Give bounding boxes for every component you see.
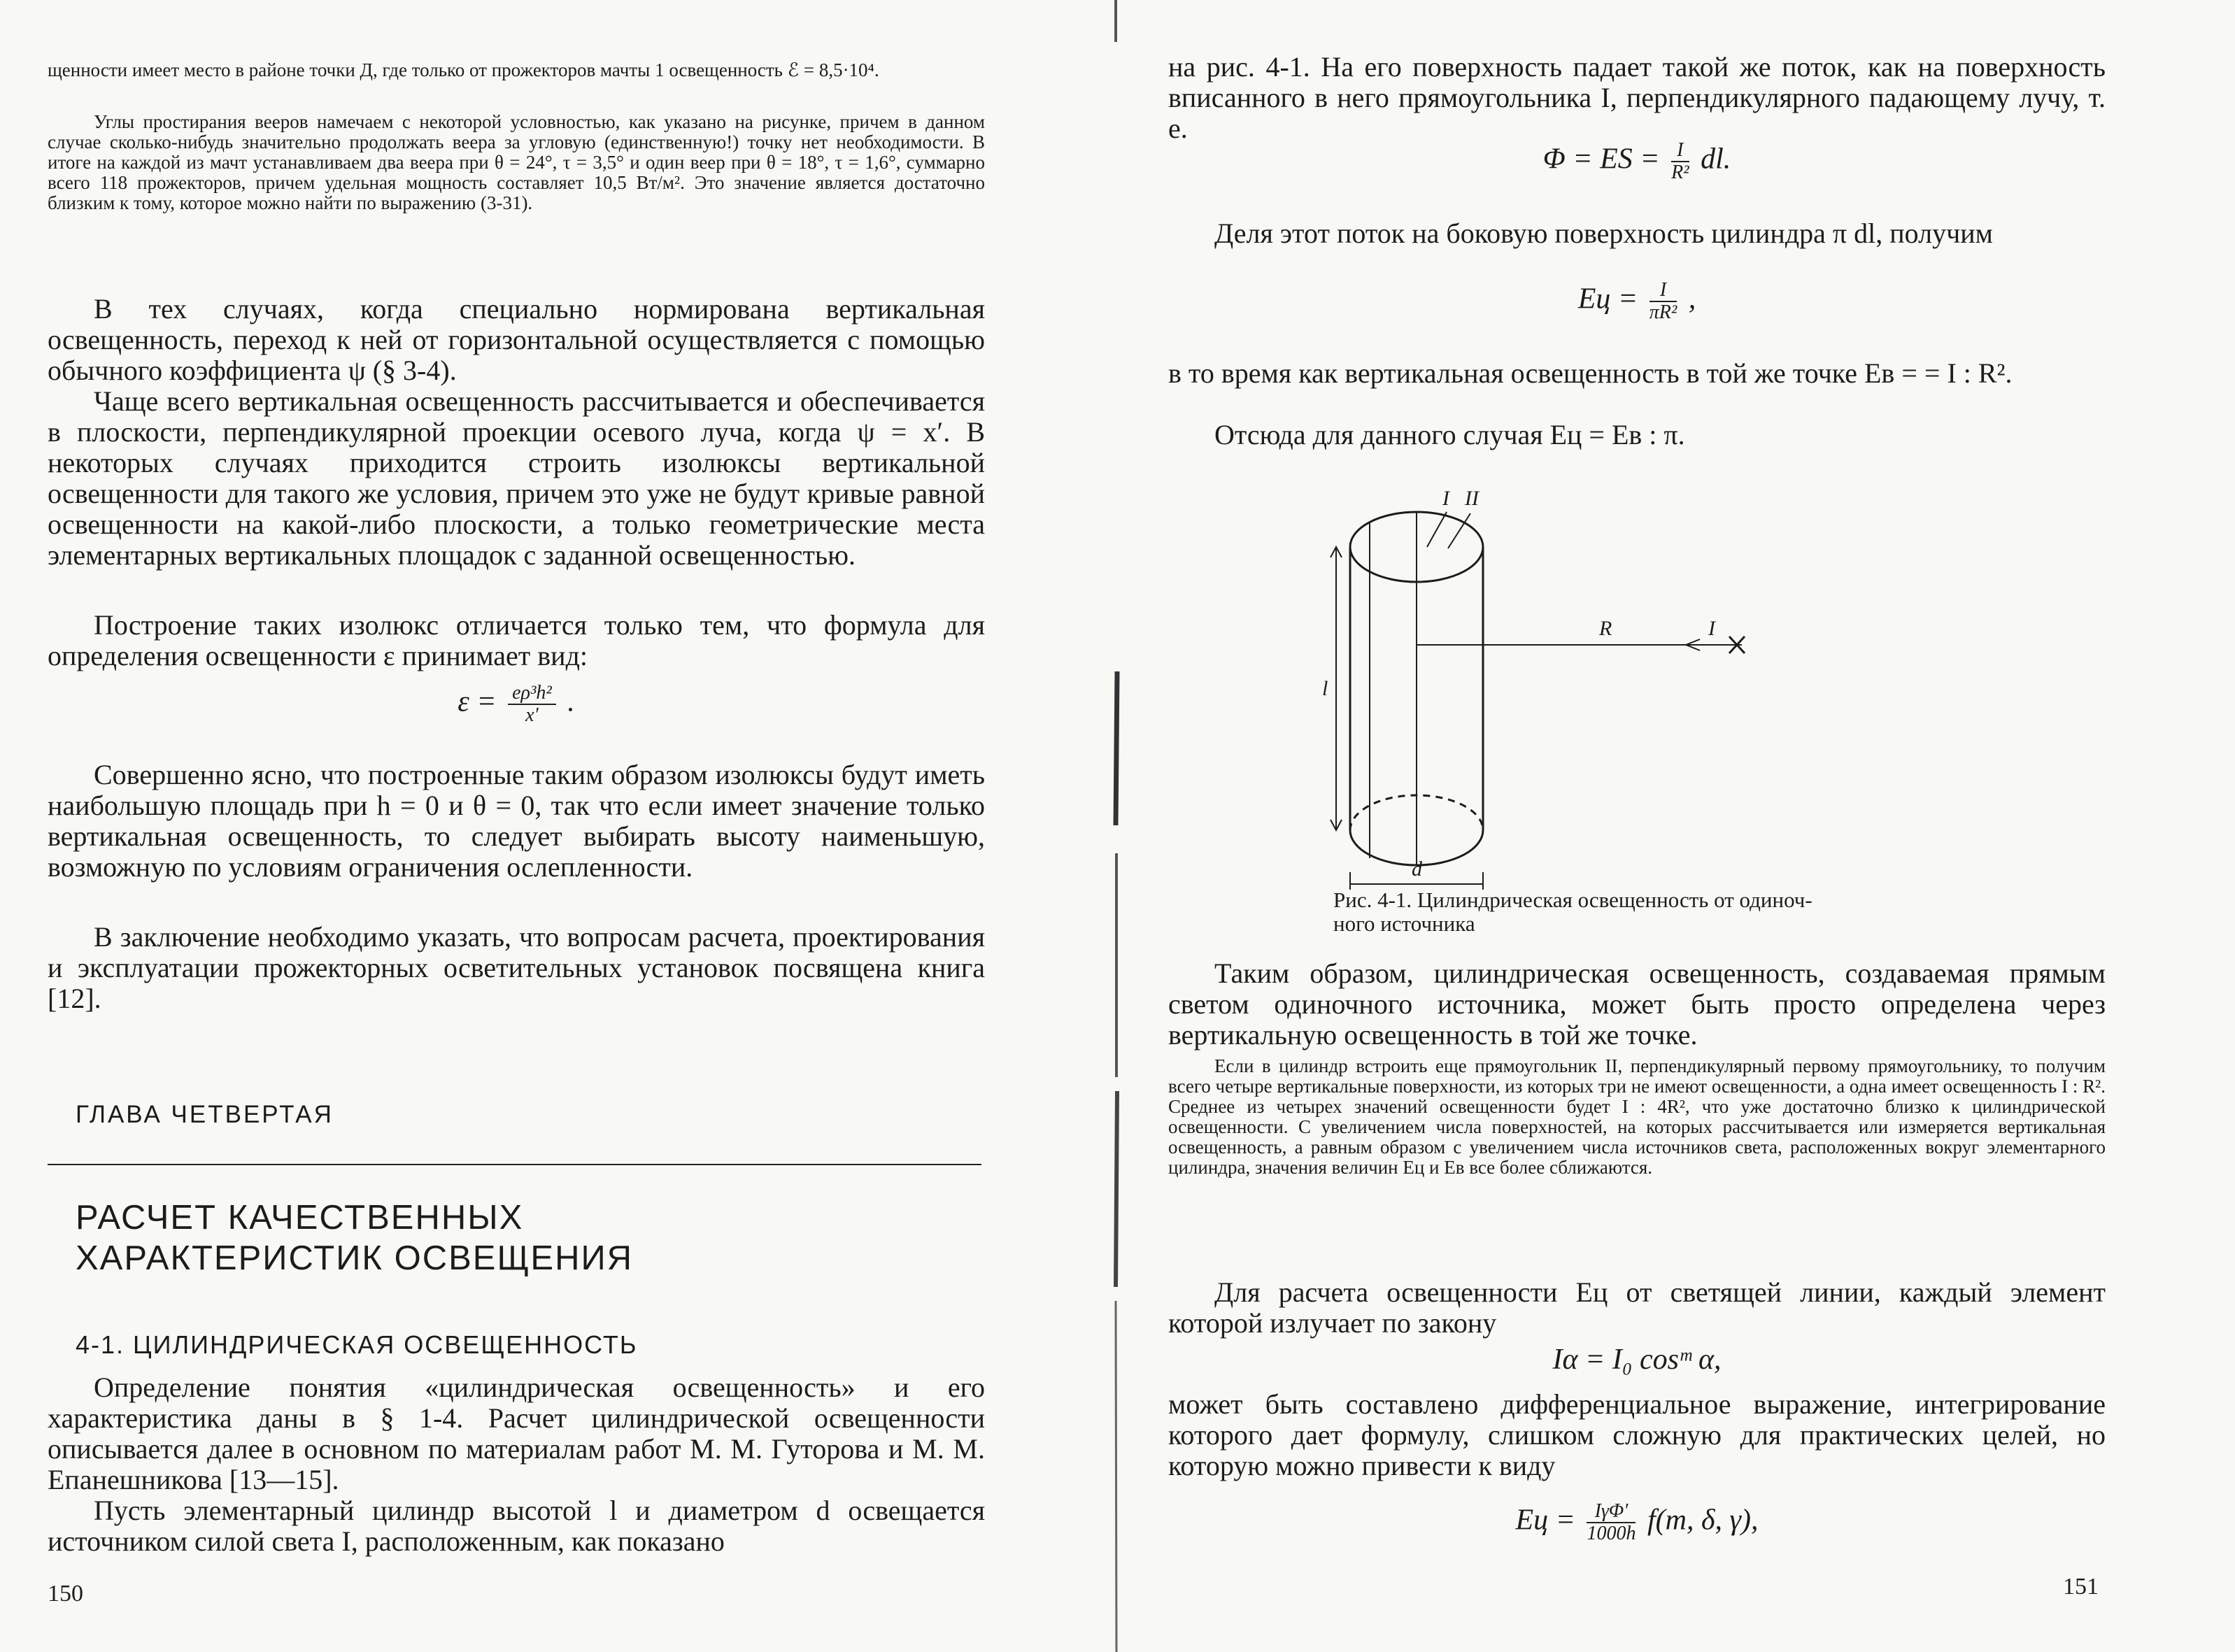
right-formula-cylindrical: Eц = $\frac{I}{\text{πR²}}$ , (1577, 279, 1696, 323)
left-paragraph-1: щенности имеет место в районе точки Д, где только от прожекторов мачты 1 освещенность ℰ = 8,5·10⁴. (48, 59, 879, 80)
right-paragraph-1: на рис. 4-1. На его поверхность падает такой же поток, как на поверхность вписанного в него прямоугольника I, перпендикулярного падающему лучу, т. е. (1168, 51, 2106, 144)
figure-label-II: II (1465, 487, 1479, 510)
section-title: 4-1. ЦИЛИНДРИЧЕСКАЯ ОСВЕЩЕННОСТЬ (76, 1330, 638, 1359)
chapter-divider (48, 1164, 981, 1165)
figure-cylinder-illumination (1322, 470, 1756, 890)
right-paragraph-8: может быть составлено дифференциальное выражение, интегрирование которого дает формулу, слишком сложную для практических целей, но которую можно привести к виду (1168, 1388, 2106, 1481)
right-formula-line-source: Eц = IγΦ′ 1000h f(m, δ, γ), (1515, 1500, 1759, 1544)
figure-label-l: l (1322, 677, 1328, 700)
label-I-leader (1427, 512, 1447, 547)
chapter-label: ГЛАВА ЧЕТВЕРТАЯ (76, 1101, 334, 1128)
right-paragraph-7: Для расчета освещенности Eц от светящей линии, каждый элемент которой излучает по закону (1168, 1276, 2106, 1339)
left-paragraph-7: В заключение необходимо указать, что вопросам расчета, проектирования и эксплуатации прожекторных осветительных установок посвящена книга [12]. (48, 921, 985, 1014)
left-paragraph-3: В тех случаях, когда специально нормирована вертикальная освещенность, переход к ней от горизонтальной осуществляется с помощью обычного коэффициента ψ (§ 3-4). (48, 293, 985, 386)
chapter-title-line-2: ХАРАКТЕРИСТИК ОСВЕЩЕНИЯ (76, 1239, 634, 1277)
figure-label-d: d (1412, 857, 1422, 881)
left-paragraph-4: Чаще всего вертикальная освещенность рассчитывается и обеспечивается в плоскости, перпендикулярной проекции осевого луча, когда ψ = x′. В некоторых случаях приходится строить изолюксы вертикальной освещенности для такого же условия, причем это уже не будут кривые равной освещенности на какой-либо плоскости, а только геометрические места элементарных вертикальных площадок с заданной освещенностью. (48, 385, 985, 571)
right-formula-intensity-law: Iα = I₀ cosᵐ α, (1552, 1344, 1722, 1376)
right-paragraph-2: Деля этот поток на боковую поверхность цилиндра π dl, получим (1214, 218, 1993, 249)
figure-label-source: I (1708, 617, 1715, 640)
page-number-left: 150 (48, 1581, 83, 1607)
binding-gutter (1077, 0, 1154, 1652)
right-paragraph-5: Таким образом, цилиндрическая освещенность, создаваемая прямым светом одиночного источника, может быть просто определена через вертикальную освещенность в той же точке. (1168, 957, 2106, 1051)
fraction: IγΦ′ 1000h (1587, 1500, 1636, 1544)
right-formula-flux: Φ = ES = $\frac{I}{\text{R²}}$ dl. (1542, 139, 1731, 183)
fraction: $\frac{I}{\text{R²}}$ (1671, 139, 1689, 183)
figure-caption-line-1: Рис. 4-1. Цилиндрическая освещенность от одиноч- (1333, 888, 1812, 912)
figure-label-R: R (1599, 617, 1612, 640)
right-paragraph-3: в то время как вертикальная освещенность в той же точке Eв = = I : R². (1168, 357, 2013, 389)
left-formula-epsilon: ε = $\frac{\text{eρ³h²}}{x'}$ . (457, 682, 575, 726)
figure-label-I: I (1442, 487, 1449, 510)
figure-caption-line-2: ного источника (1333, 911, 1475, 936)
left-paragraph-9: Пусть элементарный цилиндр высотой l и диаметром d освещается источником силой света I, расположенным, как показано (48, 1495, 985, 1557)
left-paragraph-6: Совершенно ясно, что построенные таким образом изолюксы будут иметь наибольшую площадь при h = 0 и θ = 0, так что если имеет значение только вертикальная освещенность, то следует выбирать высоту наименьшую, возможную по условиям ограничения ослепленности. (48, 759, 985, 883)
right-paragraph-6: Если в цилиндр встроить еще прямоугольник II, перпендикулярный первому прямоугольнику, то получим всего четыре вертикальные поверхности, из которых три не имеют освещенности, а одна имеет освещенность I : R². Среднее из четырех значений освещенности будет I : 4R², что уже достаточно близко к цилиндрической освещенности. С увеличением числа поверхностей, на которых рассчитывается или измеряется вертикальная освещенность, а равным образом с увеличением числа источников света, расположенных вокруг элементарного цилиндра, значения величин Eц и Eв все более сближаются. (1168, 1055, 2106, 1178)
right-paragraph-4: Отсюда для данного случая Eц = Eв : π. (1214, 419, 1685, 450)
chapter-title-line-1: РАСЧЕТ КАЧЕСТВЕННЫХ (76, 1199, 524, 1237)
page-number-right: 151 (2063, 1574, 2099, 1600)
label-II-leader (1448, 513, 1470, 548)
left-paragraph-5: Построение таких изолюкс отличается только тем, что формула для определения освещенности ε принимает вид: (48, 609, 985, 671)
fraction: $\frac{I}{\text{πR²}}$ (1649, 279, 1677, 323)
left-paragraph-8: Определение понятия «цилиндрическая освещенность» и его характеристика даны в § 1-4. Расчет цилиндрической освещенности описывается далее в основном по материалам работ М. М. Гуторова и М. М. Епанешникова [13—15]. (48, 1372, 985, 1495)
fraction: $\frac{\text{eρ³h²}}{x'}$ (508, 683, 556, 726)
left-paragraph-2: Углы простирания вееров намечаем с некоторой условностью, как указано на рисунке, причем в данном случае сколько-нибудь значительно продолжать веера за угловую (единственную!) точку нет необходимости. В итоге на каждой из мачт устанавливаем два веера при θ = 24°, τ = 3,5° и один веер при θ = 18°, τ = 1,6°, суммарно всего 118 прожекторов, причем удельная мощность составляет 10,5 Вт/м². Это значение является достаточно близким к тому, которое можно найти по выражению (3-31). (48, 111, 985, 213)
